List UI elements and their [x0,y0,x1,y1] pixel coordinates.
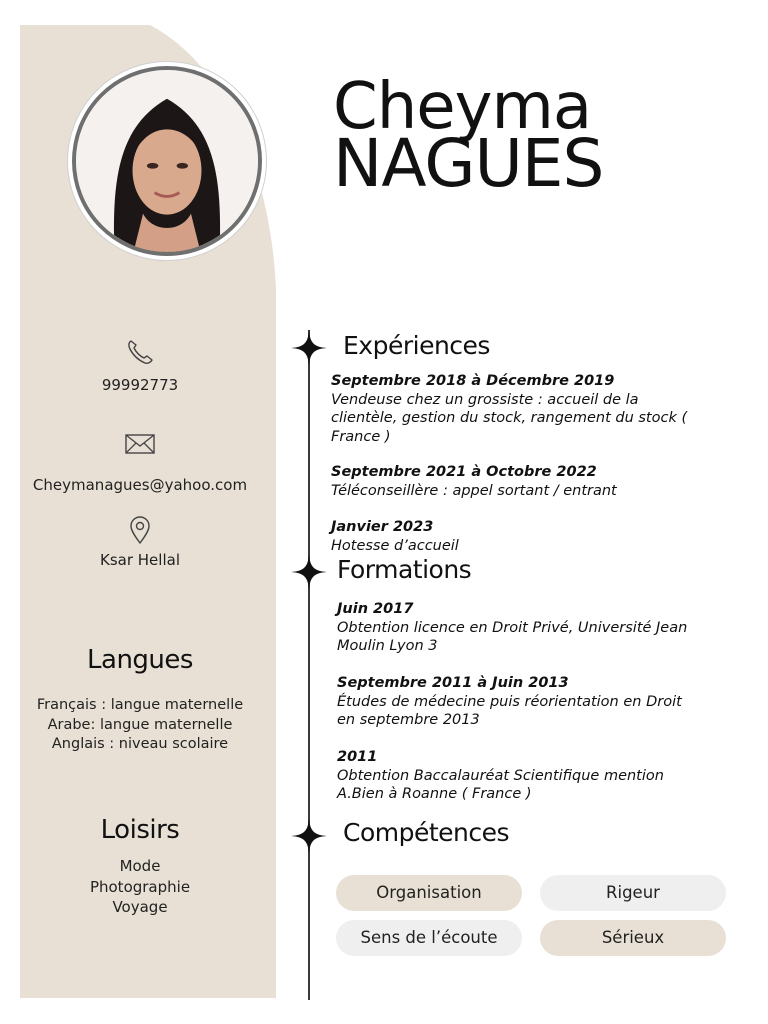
entry-line: A.Bien à Roanne ( France ) [337,786,532,802]
entry-line: Téléconseillère : appel sortant / entrant [331,482,617,499]
four-point-star-icon [291,818,327,854]
experience-entry [331,518,711,555]
entry-line: clientèle, gestion du stock, rangement du stock ( [331,410,688,426]
entry-date: Janvier 2023 [331,519,434,535]
skill-pill: Sens de l’écoute [336,920,522,956]
skill-pill: Sérieux [540,920,726,956]
map-pin-icon [0,515,280,549]
langue-item: Arabe: langue maternelle [47,716,233,733]
langue-item: Français : langue maternelle [36,697,244,713]
first-name: Cheyma [333,70,592,144]
experiences-title: Expériences [343,331,490,360]
phone-icon [0,338,280,370]
envelope-icon [0,432,280,460]
entry-date: 2011 [337,749,378,765]
loisir-item: Mode [119,857,161,875]
experience-entry [331,372,711,446]
langues-title: Langues [87,645,193,675]
timeline-line [308,330,310,1000]
phone-number[interactable]: 99992773 [101,376,179,394]
skill-pill: Rigeur [540,875,726,911]
experience-entry [331,463,711,500]
formation-entry [337,748,717,804]
profile-photo [72,66,262,256]
entry-date: Septembre 2018 à Décembre 2019 [331,373,615,389]
entry-line: en septembre 2013 [337,712,480,728]
four-point-star-icon [291,554,327,590]
loisirs-list [20,856,260,918]
langues-list [20,696,260,755]
portrait-illustration [76,70,258,252]
entry-date: Juin 2017 [337,601,414,617]
email-address[interactable]: Cheymanagues@yahoo.com [32,476,248,494]
formations-title: Formations [337,555,472,584]
entry-line: Obtention Baccalauréat Scientifique mention [337,767,664,784]
entry-line: Moulin Lyon 3 [337,638,438,654]
entry-line: Hotesse d’accueil [331,537,459,554]
entry-line: Vendeuse chez un grossiste : accueil de la [331,391,639,408]
entry-line: Études de médecine puis réorientation en Droit [337,693,682,710]
entry-line: France ) [331,428,391,445]
loisirs-title: Loisirs [100,815,180,845]
entry-date: Septembre 2021 à Octobre 2022 [331,464,597,480]
loisir-item: Photographie [89,877,191,896]
competences-title: Compétences [343,818,510,847]
last-name: NAGUES [333,125,604,202]
location: Ksar Hellal [100,551,180,569]
skill-pill: Organisation [336,875,522,911]
formation-entry [337,600,717,656]
loisir-item: Voyage [112,898,168,916]
formation-entry [337,674,717,730]
entry-line: Obtention licence en Droit Privé, Université Jean [337,619,688,636]
entry-date: Septembre 2011 à Juin 2013 [337,675,569,691]
four-point-star-icon [291,330,327,366]
langue-item: Anglais : niveau scolaire [51,736,229,752]
